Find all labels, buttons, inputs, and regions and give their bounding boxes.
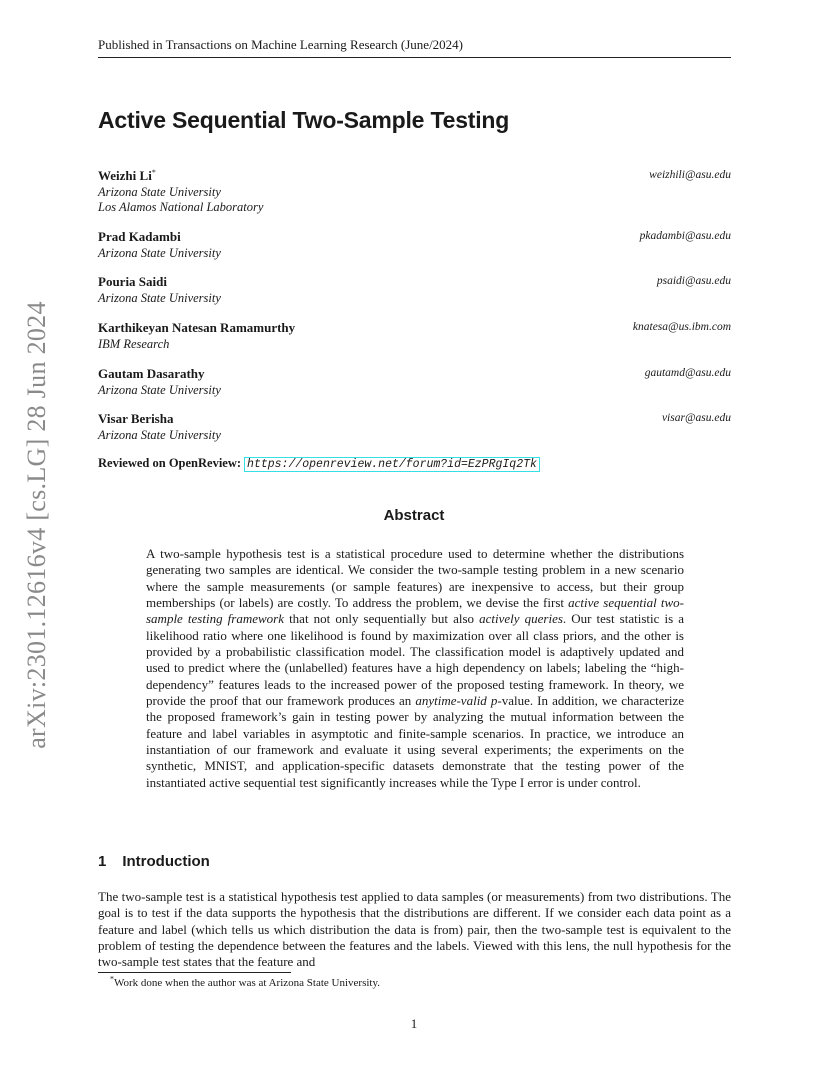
- abstract-emphasis: p: [490, 693, 498, 709]
- running-head: Published in Transactions on Machine Learning Research (June/2024): [98, 37, 731, 58]
- author-block: [98, 366, 731, 398]
- abstract-heading: Abstract: [383, 507, 445, 524]
- author-affiliation: Arizona State University: [98, 184, 221, 199]
- author-name: Weizhi Li: [98, 168, 152, 183]
- author-affiliation: Arizona State University: [98, 427, 221, 442]
- abstract-emphasis: anytime-valid: [415, 693, 487, 709]
- author-affiliation: Arizona State University: [98, 382, 221, 397]
- author-block: [98, 168, 731, 216]
- arxiv-stamp-text: arXiv:2301.12616v4 [cs.LG] 28 Jun 2024: [22, 301, 51, 749]
- abstract-emphasis: active sequential two-sample testing framework: [146, 595, 684, 627]
- author-affiliation: Los Alamos National Laboratory: [98, 200, 264, 214]
- section-body-text: The two-sample test is a statistical hypothesis test applied to data samples (or measurements) from two distributions. The goal is to test if the data supports the hypothesis that the distributions are different. If we consider each data point as a feature and label (which tells us which distribution the data is from) pair, then the two-sample test is equivalent to the problem of testing the dependence between the features and the labels. Viewed with this lens, the null hypothesis for the two-sample test states that the feature and: [98, 889, 731, 970]
- author-name: Pouria Saidi: [98, 274, 167, 289]
- section-heading: [98, 852, 210, 872]
- author-block: [98, 229, 731, 261]
- author-name: Gautam Dasarathy: [98, 366, 205, 381]
- author-affiliation: IBM Research: [98, 336, 170, 351]
- author-name: Prad Kadambi: [98, 229, 181, 244]
- author-name: Visar Berisha: [98, 411, 174, 426]
- footnote-mark: *: [110, 974, 114, 984]
- abstract-emphasis: actively queries: [479, 611, 563, 627]
- author-email[interactable]: psaidi@asu.edu: [656, 275, 731, 287]
- footnote: [110, 976, 380, 990]
- openreview-line: [98, 455, 540, 473]
- author-email[interactable]: knatesa@us.ibm.com: [632, 321, 731, 333]
- author-name: Karthikeyan Natesan Ramamurthy: [98, 320, 296, 335]
- page-number: 1: [410, 1016, 418, 1031]
- abstract-segment: . Our test statistic is a likelihood ratio where one likelihood is found by maximization over all class priors, and the other is provided by a probabilistic classification model. The classification model is adaptively updated and used to predict where the (unlabelled) features have a high dependency on labels; labeling the “high-dependency” features leads to the increased power of the proposed testing framework. In theory, we provide the proof that our framework produces an: [146, 611, 685, 709]
- author-email[interactable]: pkadambi@asu.edu: [639, 230, 731, 242]
- author-email[interactable]: weizhili@asu.edu: [649, 169, 731, 181]
- section-title: Introduction: [122, 853, 210, 870]
- openreview-label: Reviewed on OpenReview:: [98, 456, 242, 470]
- author-email[interactable]: gautamd@asu.edu: [644, 367, 731, 379]
- author-block: [98, 320, 731, 352]
- abstract-text: [146, 546, 684, 791]
- author-affiliation: Arizona State University: [98, 290, 221, 305]
- author-block: [98, 274, 731, 306]
- openreview-link[interactable]: https://openreview.net/forum?id=EzPRgIq2Tk: [244, 457, 540, 472]
- abstract-segment: that not only sequentially but also: [283, 611, 480, 627]
- footnote-rule: [98, 972, 291, 973]
- paper-title: Active Sequential Two-Sample Testing: [98, 107, 510, 133]
- abstract-segment: -value. In addition, we characterize the proposed framework’s gain in testing power by analyzing the mutual information between the feature and label variables in asymptotic and finite-sample scenarios. In practice, we introduce an instantiation of our framework and evaluate it using several experiments; the experiments on the synthetic, MNIST, and application-specific datasets demonstrate that the testing power of the instantiated active sequential test significantly increases while the Type I error is under control.: [146, 693, 684, 790]
- footnote-text: Work done when the author was at Arizona State University.: [114, 977, 380, 989]
- abstract-segment: A two-sample hypothesis test is a statistical procedure used to determine whether the distributions generating two samples are identical. We consider the two-sample testing problem in a new scenario where the sample measurements (or sample features) are inexpensive to access, but their group memberships (or labels) are costly. To address the problem, we devise the first: [146, 546, 684, 611]
- author-affiliation: Arizona State University: [98, 245, 221, 260]
- author-block: [98, 411, 731, 443]
- footnote-mark: *: [151, 167, 156, 177]
- author-email[interactable]: visar@asu.edu: [661, 412, 731, 424]
- section-number: 1: [98, 853, 107, 870]
